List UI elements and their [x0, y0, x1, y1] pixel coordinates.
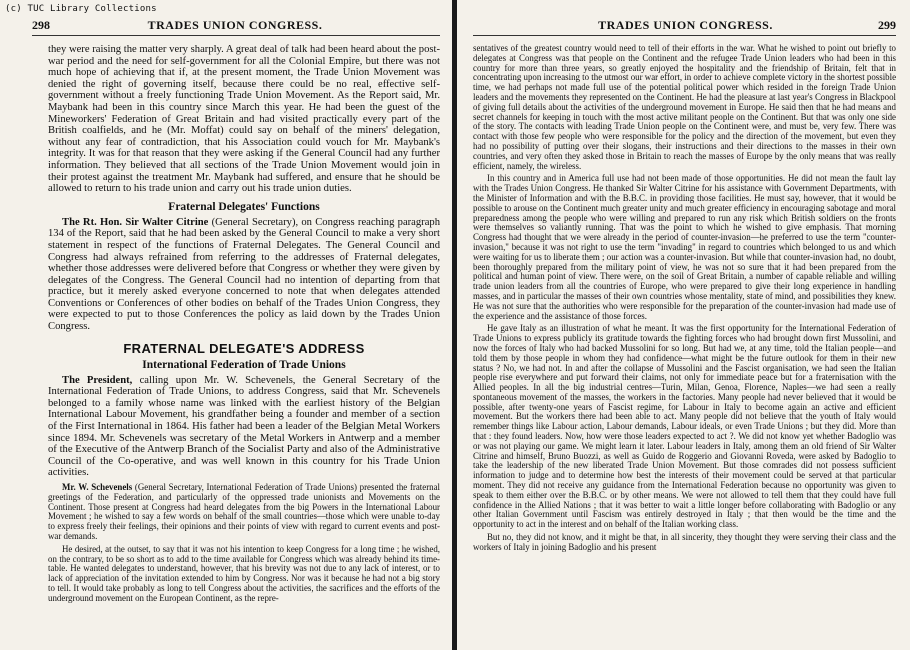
left-paragraph-1: they were raising the matter very sharply. A great deal of talk had been heard about the post-war period and the need for self-government for all the Colonial Empire, but there was not much hope of achieving that if, at the present moment, the Trade Union Movement was denied the right of governing itself, because there could be no real, effective self-government without a freely functioning Trade Union Movement. As the Report said, Mr. Maybank had been in this country since March this year. He had been the guest of the Mineworkers' Federation of Great Britain and had visited practically every part of the British coalfields, and he (Mr. Moffat) could say on behalf of the miners' delegation, without any fear of contradiction, that his Association could vouch for Mr. Maybank's integrity. It was for that reason that they were asking if the General Council had any further information. They believed that all sections of the Trade Union Movement would join in their protest against the treatment Mr. Maybank had suffered, and ensure that he should be allowed to return to his trade union and carry out his trade union duties. — [48, 44, 440, 195]
right-paragraph-2: In this country and in America full use had not been made of those opportunities. He did not mean the fault lay with the Trades Union Congress. He thanked Sir Walter Citrine for his assistance with Government Departments, with the Minister of Information and with the B.B.C. in providing those facilities. He must say, however, that it would be possible to arouse on the Continent much greater unity and much greater efficiency in encouraging sabotage and moral preparedness among the people who were willing and prepared to run any risk which British soldiers on the fronts were themselves so valiantly running. That was the point to which he wished to give emphasis. That morning Congress had thought that we were already in the period of counter-invasion—he preferred to use the term "counter-invasion," because it was not right to use the term "invading" in regard to countries which belonged to us and which were waiting for us to liberate them ; our action was a counter-invasion. But while that counter-invasion had, no doubt, been thoroughly prepared from the military point of view, he was not so sure that it had been prepared from the political and human point of view. There were, on the soil of Great Britain, a number of capable reliable and willing trade union leaders from all the countries of Europe, who were prepared to give their long experience in handling masses, and in particular the masses of their own countries whose mentality, state of mind, and possibilities they knew. He was not sure that the authorities who were responsible for the preparation of the counter-invasion had made use of the experience and the assistance of those forces. — [473, 173, 896, 321]
left-paragraph-2 — [48, 217, 440, 333]
right-page — [457, 0, 910, 650]
left-paragraph-4 — [48, 483, 440, 542]
left-paragraph-2-text: (General Secretary), on Congress reaching paragraph 134 of the Report, said that he had been asked by the General Council to make a very short statement in respect of the functions of Fraternal Delegates. The General Council and Congress had always refrained from referring to the addresses of Fraternal delegates, whether those addresses were delivered before that Congress or whether they were given by delegates of the Congress. The General Council had no intention of departing from that practice, but it merely asked everyone concerned to note that when delegates attended Conventions or Conferences of other bodies on behalf of the Trades Union Congress, they were expected to put to those Conferences the policy as laid down by the Trades Union Congress. — [48, 216, 440, 333]
right-page-number: 299 — [877, 18, 896, 32]
left-page — [0, 0, 452, 650]
right-paragraph-3: He gave Italy as an illustration of what he meant. It was the first opportunity for the International Federation of Trade Unions to express publicly its gratitude towards the fighting forces who had brought down first Mussolini, and now the forces of Italy who had backed Mussolini for so long. But had we, at any time, told the Italian people—and told them by those people in whom they had confidence—what might be the future outlook for them in their new status ? No, we had not. In and after the collapse of Mussolini and the Fascist organisation, we had seen the Italian people rise everywhere and put forward their claims, not only for immediate peace but for a fraternisation with the Allied peoples. In all the big industrial centres—Turin, Milan, Genoa, Florence, Naples—we had seen a really spontaneous movement of the masses, the workers in the factories. Many people had never believed that it would be possible, after twenty-one years of Fascist regime, for Labour in Italy to become again an active and efficient movement. But the workers there had been able to act. Many people did not believe that the youth of Italy would remember things like Labour action, Labour demands, Labour ideals, or even Trade Unions ; but they did. More than that : they found leaders. Now, how were those leaders expected to act ?. We did not know yet whether Badoglio was or was not playing our game. We might learn it later. Labour leaders in Italy, among them an old friend of Sir Walter Citrine and himself, Bruno Buozzi, as well as Guido de Roggerio and Giovanni Roveda, were asked by Badoglio to take the leadership of the new liberated Trade Union Movement. But those comrades did not possess sufficient information to judge and to determine how best the interests of their movement could be served at that particular moment. They did not receive any guidance from the International Federation because no opportunity was given to speak to them either over the B.B.C. or by other means. We were not allowed to tell them that they could have full confidence in the Allied Nations ; that it was better to wait a little longer before collaborating with Badoglio or any other Italian Government until Fascism was entirely destroyed in Italy ; that then would be the time and the opportunity to act in the interest and on behalf of the Italian working class. — [473, 323, 896, 530]
right-paragraph-4: But no, they did not know, and it might be that, in all sincerity, they thought they were serving their class and the workers of Italy in joining Badoglio and his present — [473, 532, 896, 552]
library-watermark-label: (c) TUC Library Collections — [5, 4, 157, 14]
heading-fraternal-functions: Fraternal Delegates' Functions — [168, 200, 320, 213]
left-paragraph-5: He desired, at the outset, to say that it was not his intention to keep Congress for a long time ; he wished, on the contrary, to be so short as to add to the time available for Congress which was already behind its time-table. He wanted delegates to understand, however, that his brevity was not due to any lack of interest, or to lack of appreciation of the invitation extended to him by Congress. Nor was it because he had not a big story to tell. It would take probably as long to tell Congress about the activities, the sacrifices and the efforts of the underground movement on the European Continent, as the repre- — [48, 543, 440, 603]
speaker-president: The President, — [62, 374, 133, 386]
left-page-header — [32, 18, 440, 36]
left-paragraph-3-text: calling upon Mr. W. Schevenels, the General Secretary of the International Federation of Trade Unions, to address Congress, said that Mr. Schevenels belonged to a family whose name was linked with the earliest history of the Belgian International Labour Movement, his grandfather being a founder and member of a section of the First International in 1864. His father had been a leader of the Belgian Metal Workers since 1894. Mr. Schevenels was secretary of the Metal Workers in Antwerp and a member of the Executive of the Antwerp Branch of the Socialist Party and also of the Administrative Council of the Co-operative, and was well known in this country for his Trade Union activities. — [48, 374, 440, 479]
left-running-title: TRADES UNION CONGRESS. — [147, 18, 323, 32]
heading-ifftu: International Federation of Trade Unions — [142, 358, 346, 371]
right-page-header — [473, 18, 896, 36]
left-paragraph-3 — [48, 375, 440, 479]
speaker-schevenels: Mr. W. Schevenels — [62, 482, 133, 492]
right-paragraph-1: sentatives of the greatest country would need to tell of their efforts in the war. What he wished to point out briefly to delegates at Congress was that people on the Continent and the refugee Trade Union leaders who had been in this country for more than three years, so greatly enjoyed the hospitality and the friendship of Britain, felt that in concentrating upon increasing to the utmost our war effort, in order to achieve complete victory in the shortest possible time, we had perhaps not made full use of the potential political power which resided in the foreign Trade Union leaders and the movements they represented on the Continent. He had the pleasure at last year's Congress in Blackpool of giving full details about the activities of the underground movement in Europe. He said then that he had means and secret channels for keeping in touch with the most active militant people on the Continent. But that was only one side of the story. The contacts with leading Trade Union people on the Continent were, and must be, very few. There was contact with those few people who were responsible for the policy and the direction of the movement, but even they had no possibility of putting over their slogans, their instructions and their directions to the masses in their own countries, and very often they asked those in Britain to reach the masses of Europe by the only means that was really efficient, namely, the wireless. — [473, 43, 897, 171]
speaker-citrine: The Rt. Hon. Sir Walter Citrine — [62, 216, 209, 228]
right-running-title: TRADES UNION CONGRESS. — [598, 18, 773, 32]
left-paragraph-4-text: (General Secretary, International Federation of Trade Unions) presented the fraternal greetings of the Federation, and particularly of the oppressed trade unionists and Movements on the Continent. Those present at Congress had heard delegates from the big Powers in the International Labour Movement ; he wished to say a few words on behalf of the small countries—those which were unable to-day to express freely their feelings, their opinions and their points of view with regard to current events and post-war demands. — [48, 482, 440, 541]
left-page-number: 298 — [32, 18, 50, 32]
heading-fraternal-address: FRATERNAL DELEGATE'S ADDRESS — [123, 340, 365, 356]
